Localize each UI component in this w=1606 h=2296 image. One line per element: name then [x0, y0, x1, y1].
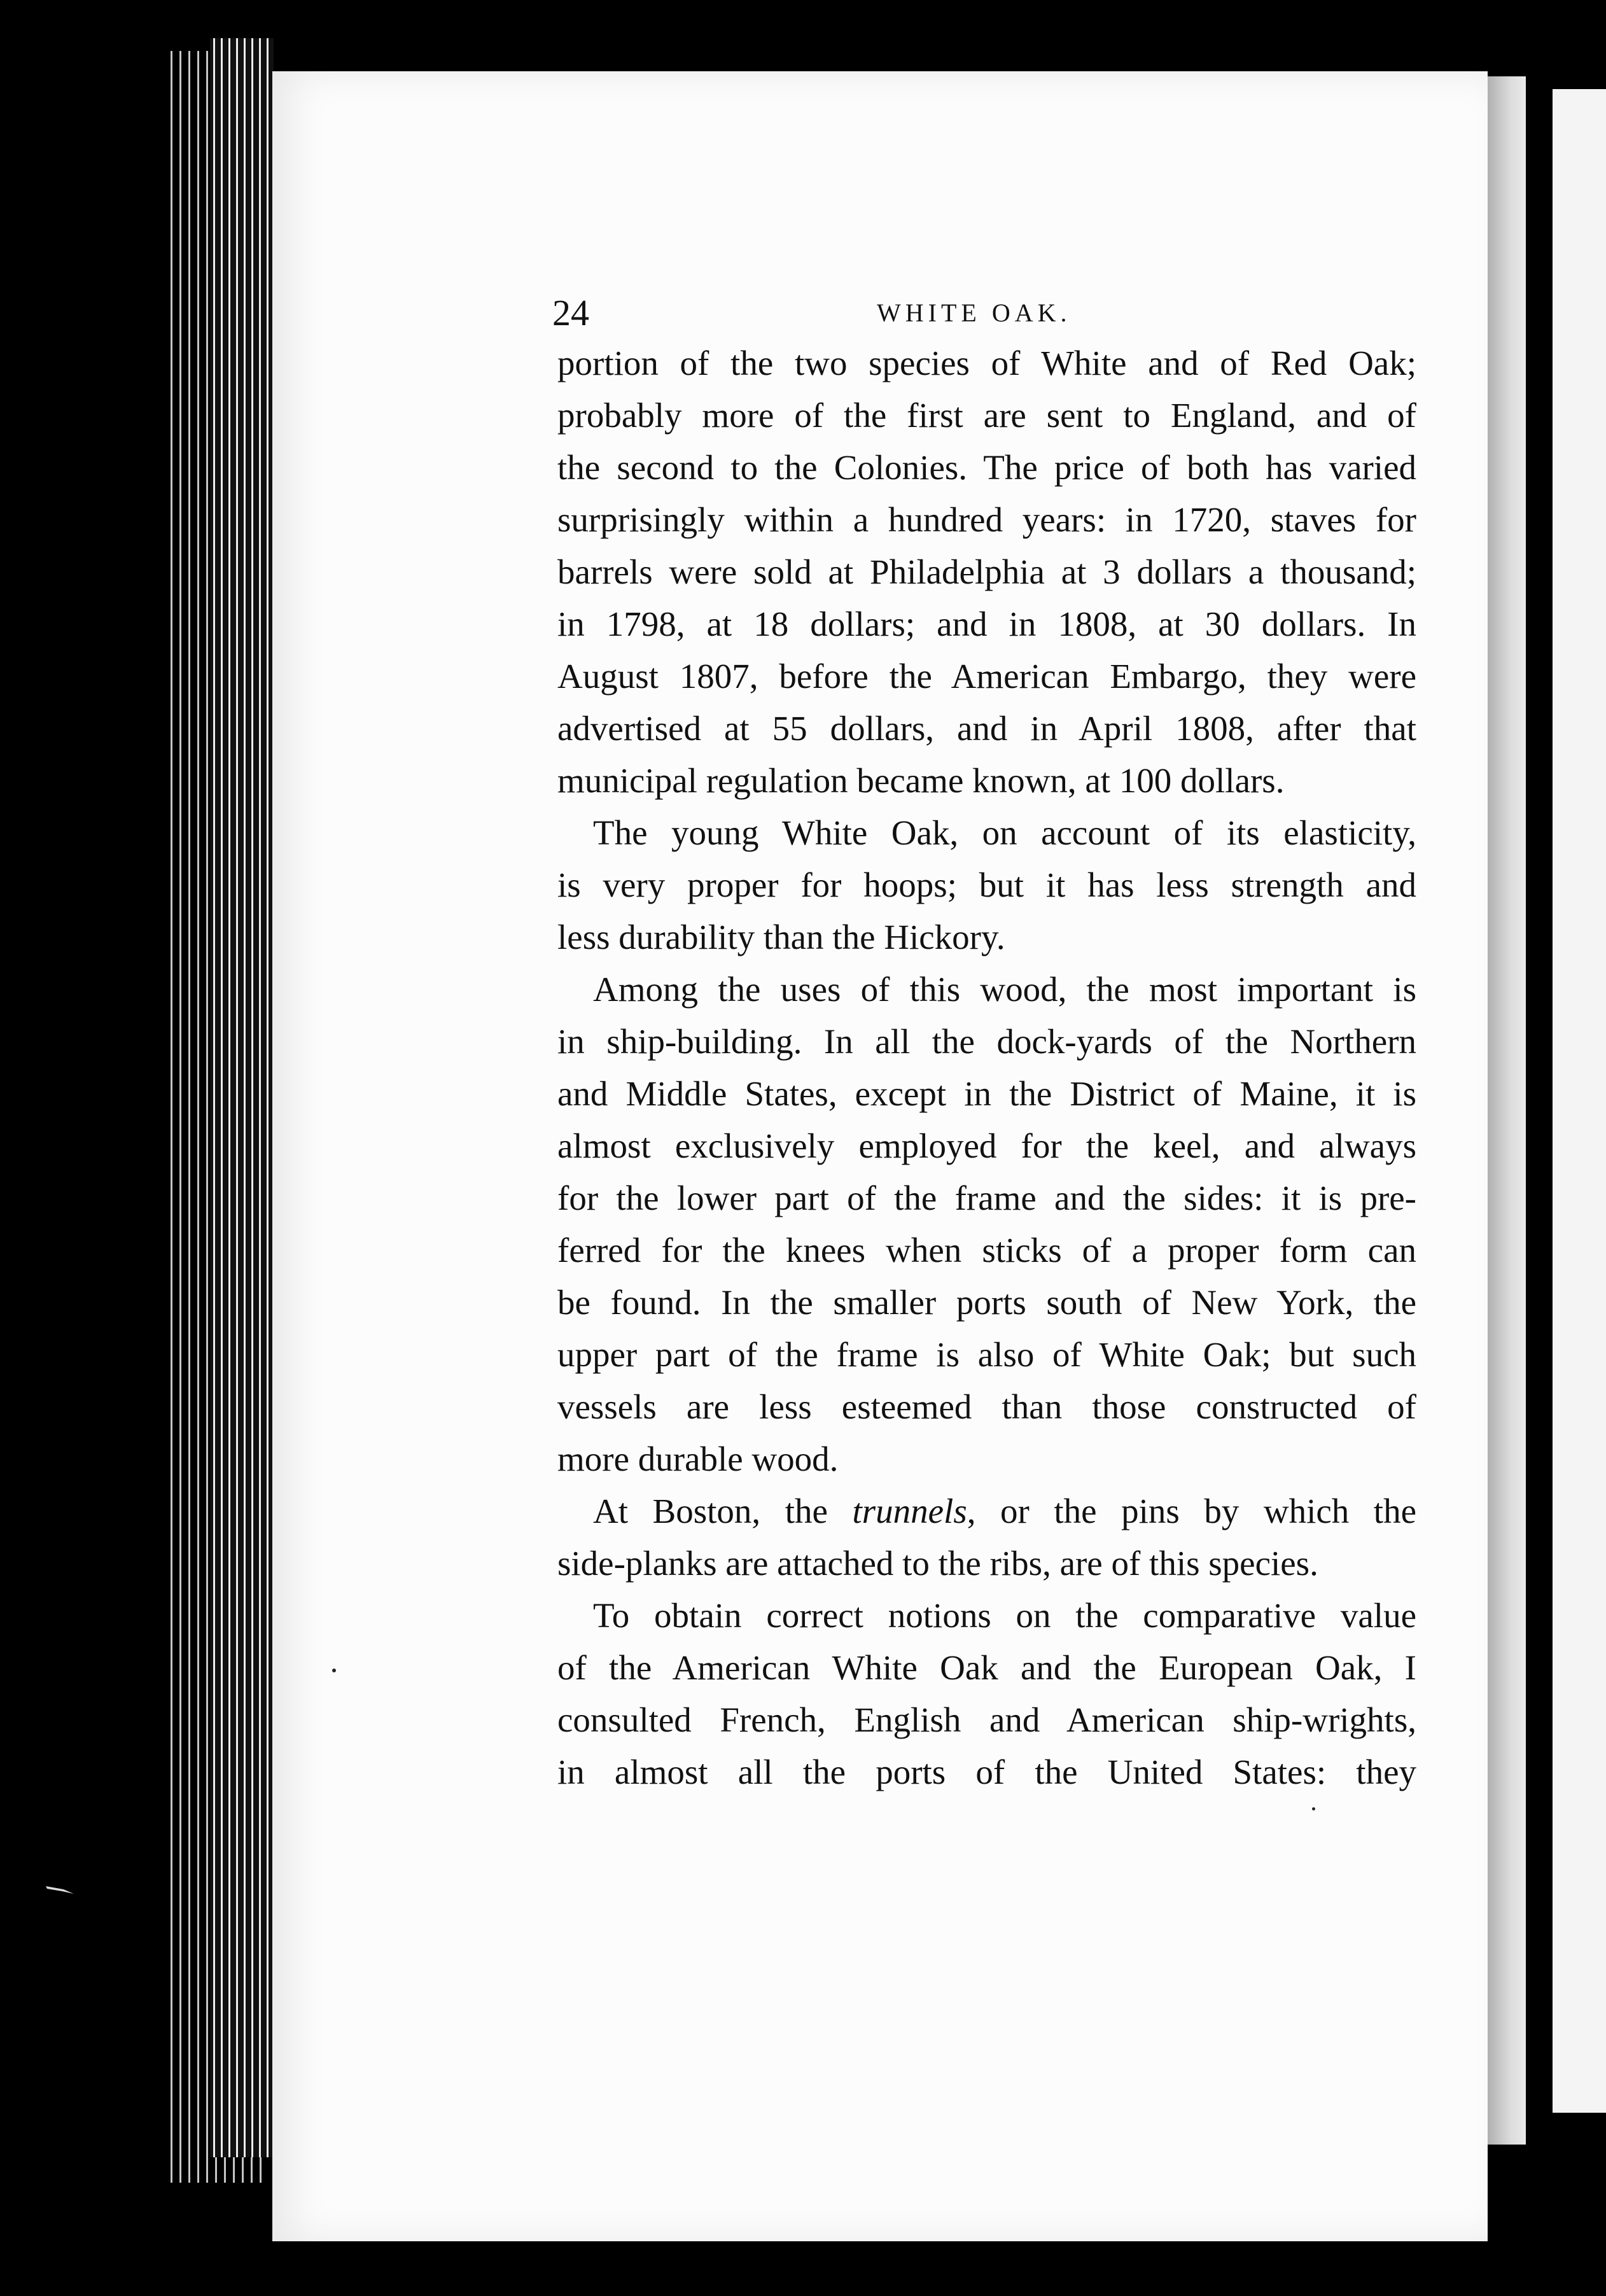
- book-page-edges-inner: [210, 38, 274, 2157]
- paragraph-5: [557, 1590, 1416, 1798]
- text-line: The young White Oak, on account of its elasticity,: [593, 813, 1416, 852]
- text-line: of the American White Oak and the European Oak, I: [557, 1648, 1416, 1687]
- text-line: for the lower part of the frame and the sides: it is pre-: [557, 1179, 1416, 1217]
- text-line: surprisingly within a hundred years: in 1720, staves for: [557, 500, 1416, 539]
- text-line: is very proper for hoops; but it has less strength and: [557, 865, 1416, 904]
- text-line: municipal regulation became known, at 100 dollars.: [557, 761, 1285, 800]
- text-line: less durability than the Hickory.: [557, 918, 1005, 956]
- text-line: barrels were sold at Philadelphia at 3 dollars a thousand;: [557, 552, 1416, 591]
- text-line: To obtain correct notions on the comparative value: [593, 1596, 1416, 1635]
- text-line: in ship-building. In all the dock-yards of the Northern: [557, 1022, 1416, 1061]
- text-line: consulted French, English and American ship-wrights,: [557, 1700, 1416, 1739]
- text-line: portion of the two species of White and of Red Oak;: [557, 344, 1416, 382]
- paragraph-2: [557, 807, 1416, 963]
- text-line: upper part of the frame is also of White Oak; but such: [557, 1335, 1416, 1374]
- text-run: , or the pins by which the: [967, 1492, 1417, 1530]
- text-line: advertised at 55 dollars, and in April 1808, after that: [557, 709, 1416, 748]
- stray-ink-mark: [332, 1669, 336, 1672]
- running-header: [552, 288, 1418, 339]
- paragraph-4: [557, 1485, 1416, 1590]
- text-line: and Middle States, except in the District of Maine, it is: [557, 1074, 1416, 1113]
- text-line: probably more of the first are sent to England, and of: [557, 396, 1416, 435]
- text-line: in 1798, at 18 dollars; and in 1808, at 30 dollars. In: [557, 605, 1416, 643]
- page-gutter-shadow: [1488, 76, 1526, 2145]
- paragraph-1: [557, 337, 1416, 807]
- text-line: more durable wood.: [557, 1439, 839, 1478]
- text-line: ferred for the knees when sticks of a proper form can: [557, 1231, 1416, 1270]
- text-line: the second to the Colonies. The price of both has varied: [557, 448, 1416, 487]
- text-line: vessels are less esteemed than those constructed of: [557, 1387, 1416, 1426]
- page-number: 24: [552, 292, 589, 333]
- page-body-text: [557, 337, 1416, 1798]
- text-line: Among the uses of this wood, the most important is: [593, 970, 1416, 1009]
- facing-page-edge: [1553, 89, 1606, 2113]
- text-line: August 1807, before the American Embargo, they were: [557, 657, 1416, 696]
- text-line: in almost all the ports of the United States: they: [557, 1753, 1416, 1791]
- text-line: be found. In the smaller ports south of New York, the: [557, 1283, 1416, 1322]
- italic-term: trunnels: [852, 1492, 967, 1530]
- text-line: almost exclusively employed for the keel, and always: [557, 1126, 1416, 1165]
- paragraph-3: [557, 963, 1416, 1485]
- text-run: At Boston, the: [593, 1492, 853, 1530]
- text-line: side-planks are attached to the ribs, are of this species.: [557, 1544, 1318, 1583]
- stray-ink-mark: [1312, 1807, 1315, 1810]
- text-line: [557, 1485, 1416, 1537]
- running-title: WHITE OAK.: [877, 298, 1072, 327]
- scan-artifact-icon: [45, 1884, 75, 1895]
